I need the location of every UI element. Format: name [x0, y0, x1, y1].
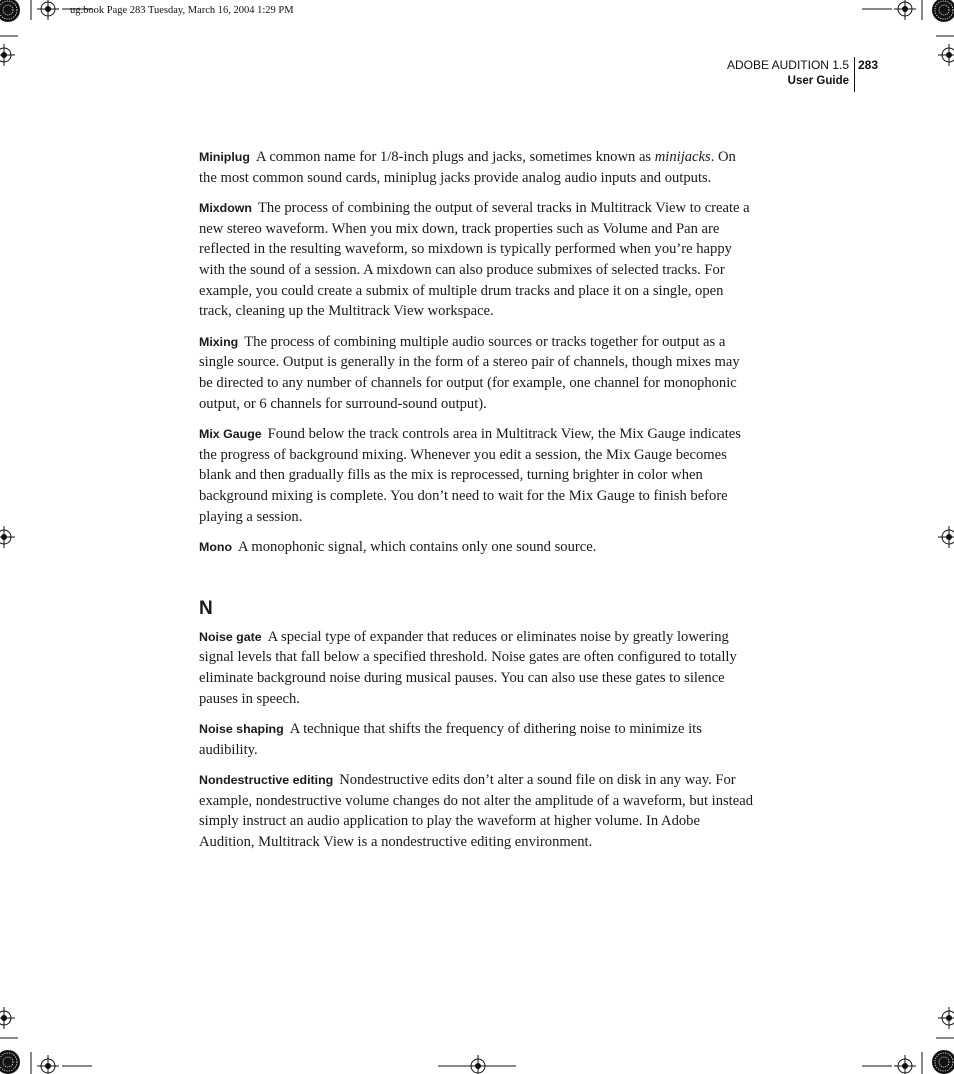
glossary-term: Noise gate: [199, 629, 262, 644]
glossary-term: Noise shaping: [199, 721, 284, 736]
definition-text: Found below the track controls area in Multitrack View, the Mix Gauge indicates the progress of background mixing. Whenever you edit a session, the Mix Gauge becomes blank and then gradually fills as the mix is reprocessed, turning brighter in color when background mixing is complete. You don’t need to wait for the Mix Gauge to finish before playing a session.: [199, 425, 741, 525]
definition-text: A common name for 1/8-inch plugs and jacks, sometimes known as: [255, 149, 655, 165]
definition-text: The process of combining multiple audio sources or tracks together for output as a single source. Output is generally in the form of a stereo pair of channels, though mixes may be directed to any number of channels for output (for example, one channel for monophonic output, or 6 channels for surround-sound output).: [199, 333, 740, 412]
glossary-entry-noise-shaping: [199, 719, 755, 760]
glossary-entry-noise-gate: [199, 627, 755, 710]
definition-text: The process of combining the output of several tracks in Multitrack View to create a new stereo waveform. When you mix down, track properties such as Volume and Pan are reflected in the resulting waveform, so mixdown is typically performed when you’re happy with the sound of a session. A mixdown can also produce submixes of selected tracks. For example, you could create a submix of multiple drum tracks and place it on a single, open track, cleaning up the Multitrack View workspace.: [199, 199, 750, 320]
definition-text: A technique that shifts the frequency of dithering noise to minimize its audibility.: [199, 720, 702, 758]
definition-text: A monophonic signal, which contains only one sound source.: [238, 538, 597, 555]
definition-text: . On the most common sound cards, miniplug jacks provide analog audio inputs and outputs.: [199, 149, 736, 186]
glossary-term: Nondestructive editing: [199, 772, 334, 787]
header-guide: User Guide: [787, 75, 849, 87]
running-header: [727, 57, 849, 89]
page-number: 283: [858, 58, 879, 72]
glossary-content: [199, 147, 755, 862]
definition-italic: minijacks: [654, 149, 711, 165]
glossary-entry-miniplug: [199, 147, 755, 188]
print-slug: ug.book Page 283 Tuesday, March 16, 2004 1:29 PM: [70, 5, 294, 16]
glossary-entry-mono: [199, 537, 755, 558]
glossary-term: Mono: [199, 539, 233, 554]
header-divider: [854, 57, 855, 92]
glossary-entry-mix-gauge: [199, 424, 755, 528]
section-heading-n: N: [199, 597, 213, 619]
header-product: ADOBE AUDITION 1.5: [726, 58, 849, 72]
definition-text: A special type of expander that reduces or eliminates noise by greatly lowering signal levels that fall below a specified threshold. Noise gates are often configured to totally eliminate background noise during musical pauses. You can also use these gates to silence pauses in speech.: [199, 628, 737, 707]
glossary-term: Miniplug: [199, 150, 250, 164]
glossary-entry-nondestructive-editing: [199, 770, 755, 853]
glossary-entry-mixing: [199, 332, 755, 415]
glossary-term: Mixdown: [199, 200, 252, 215]
glossary-term: Mix Gauge: [199, 426, 262, 441]
definition-text: Nondestructive edits don’t alter a sound file on disk in any way. For example, nondestructive volume changes do not alter the amplitude of a waveform, but instead simply instruct an audio application to play the waveform at higher volume. In Adobe Audition, Multitrack View is a nondestructive editing environment.: [199, 771, 753, 850]
glossary-entry-mixdown: [199, 198, 755, 322]
glossary-term: Mixing: [199, 334, 239, 349]
